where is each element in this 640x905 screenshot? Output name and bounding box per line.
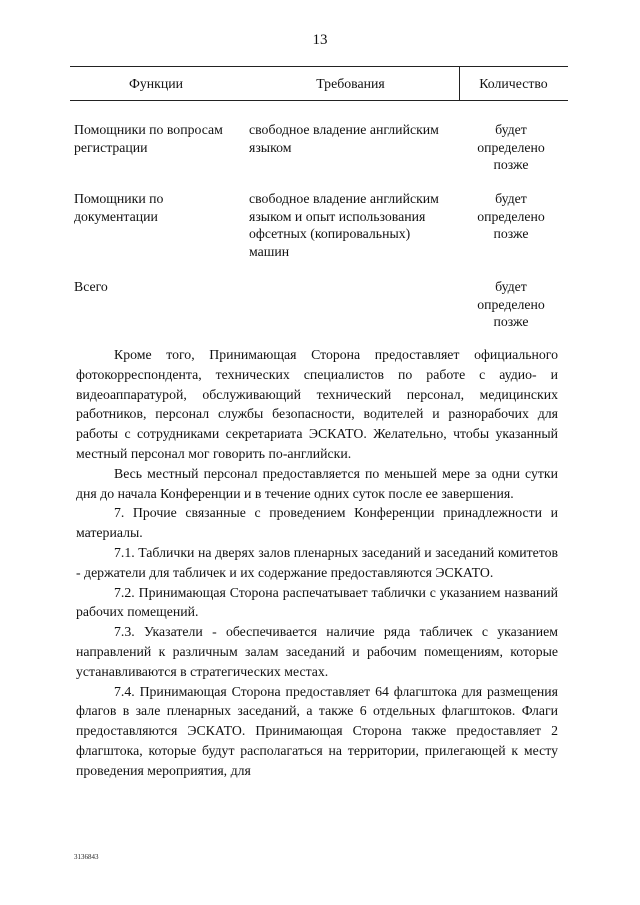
row-2-quantity-line: определено: [477, 208, 545, 224]
row-1-quantity-line: будет: [495, 122, 527, 137]
row-2-function: [74, 190, 246, 225]
row-3-quantity-line: будет: [495, 279, 527, 294]
row-1-function-line: Помощники по вопросам: [74, 122, 223, 137]
document-id: 3136843: [74, 853, 99, 861]
paragraph: Весь местный персонал предоставляется по меньшей мере за одни сутки дня до начала Конференции и в течение одних суток после ее завершения.: [76, 465, 558, 501]
row-2-requirement: [249, 190, 464, 260]
row-1-function: [74, 121, 246, 156]
row-1-requirement-line: свободное владение английским: [249, 122, 439, 137]
row-1-quantity-line: определено: [477, 139, 545, 155]
row-3-quantity: [470, 278, 552, 331]
header-functions: Функции: [128, 76, 184, 91]
header-quantity: Количество: [479, 76, 548, 91]
row-1-quantity-line: позже: [493, 157, 529, 172]
row-2-quantity-line: позже: [493, 226, 529, 241]
row-2-requirement-line: языком и опыт использования: [249, 208, 426, 224]
row-3-quantity-line: позже: [493, 314, 529, 329]
row-3-quantity-line: определено: [477, 296, 545, 312]
table-header-rule: [70, 100, 568, 101]
row-3-function-line: Всего: [74, 279, 108, 294]
row-1-function-line: регистрации: [74, 139, 148, 155]
row-2-function-line: документации: [74, 208, 158, 224]
row-2-requirement-line: офсетных (копировальных): [249, 226, 411, 241]
table-top-rule: [70, 66, 568, 67]
paragraph: 7.2. Принимающая Сторона распечатывает таблички с указанием названий рабочих помещений.: [76, 584, 558, 620]
paragraph: 7.3. Указатели - обеспечивается наличие ряда табличек с указанием направлений к различным залам заседаний и рабочим помещениям, которые устанавливаются в стратегических местах.: [76, 624, 558, 679]
paragraph: Кроме того, Принимающая Сторона предоставляет официального фотокорреспондента, технических специалистов по работе с аудио- и видеоаппаратурой, обслуживающий технический персонал, медицинских работников, персонал службы безопасности, водителей и разнорабочих для работы с сотрудниками секретариата ЭСКАТО. Желательно, чтобы указанный местный персонал мог говорить по-английски.: [76, 347, 558, 461]
paragraph: 7. Прочие связанные с проведением Конференции принадлежности и материалы.: [76, 505, 558, 541]
row-2-quantity: [470, 190, 552, 243]
row-2-requirement-line: свободное владение английским: [249, 191, 439, 206]
body-text: [76, 345, 558, 781]
row-2-function-line: Помощники по: [74, 191, 164, 206]
paragraph: 7.4. Принимающая Сторона предоставляет 64 флагштока для размещения флагов в зале пленарных заседаний, а также 6 отдельных флагштоков. Флаги предоставляются ЭСКАТО. Принимающая Сторона также предоставляет 2 флагштока, которые будут располагаться на территории, прилегающей к месту проведения мероприятия, для: [76, 683, 558, 778]
page-number: 13: [312, 32, 328, 48]
header-requirements: Требования: [316, 76, 385, 91]
paragraph: 7.1. Таблички на дверях залов пленарных заседаний и заседаний комитетов - держатели для табличек и их содержание предоставляются ЭСКАТО.: [76, 544, 558, 580]
row-1-requirement-line: языком: [249, 139, 292, 155]
row-1-requirement: [249, 121, 464, 156]
row-1-quantity: [470, 121, 552, 174]
row-3-function: [74, 278, 246, 296]
row-2-requirement-line: машин: [249, 243, 290, 259]
row-2-quantity-line: будет: [495, 191, 527, 206]
